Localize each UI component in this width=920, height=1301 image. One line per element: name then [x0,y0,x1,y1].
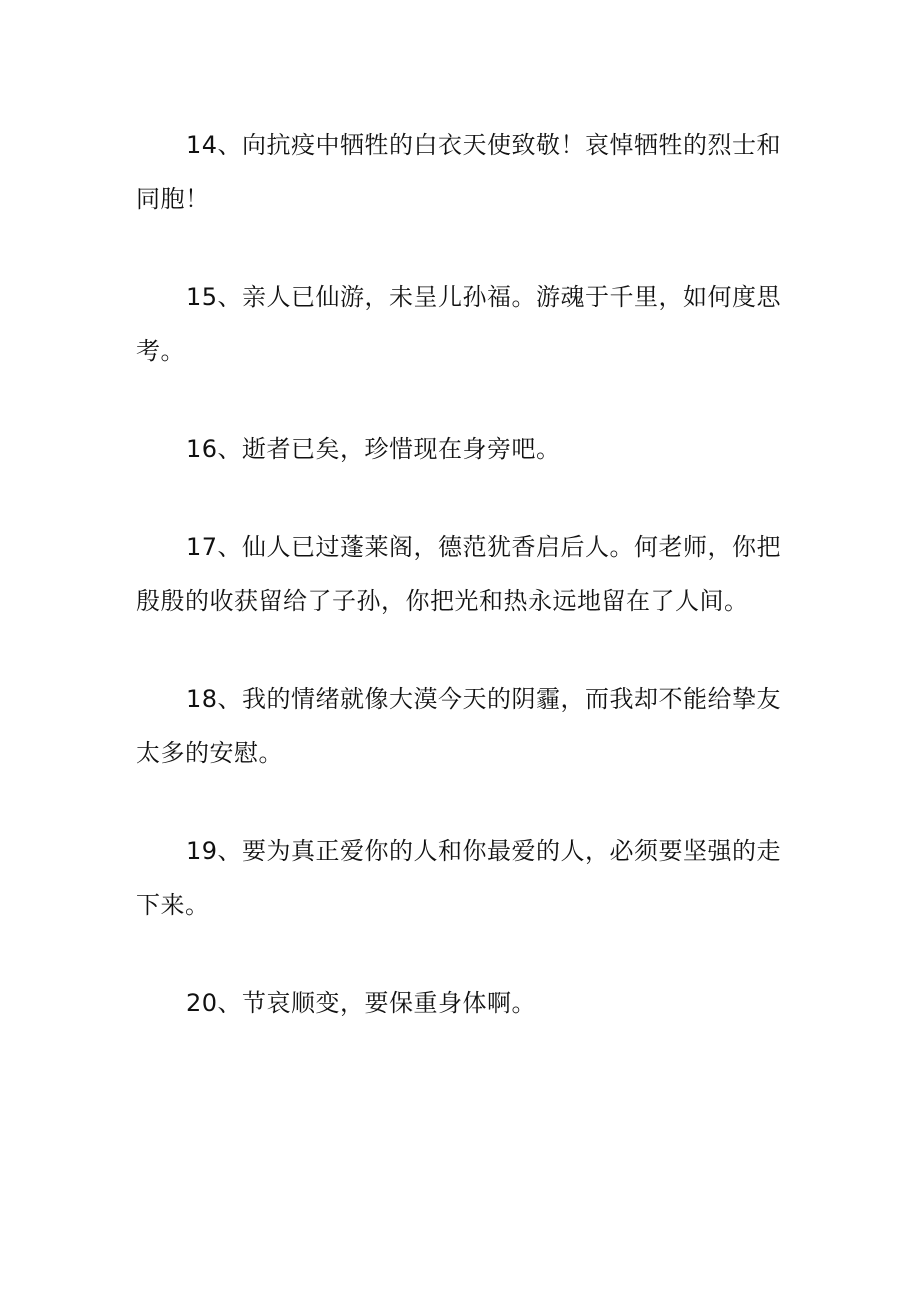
paragraph-18: 18、我的情绪就像大漠今天的阴霾，而我却不能给挚友太多的安慰。 [136,685,782,767]
paragraph-16: 16、逝者已矣，珍惜现在身旁吧。 [186,435,561,463]
paragraph-17: 17、仙人已过蓬莱阁，德范犹香启后人。何老师，你把殷殷的收获留给了子孙，你把光和热永远地留在了人间。 [136,533,782,615]
paragraph-15: 15、亲人已仙游，未呈儿孙福。游魂于千里，如何度思考。 [136,283,782,365]
paragraph-19: 19、要为真正爱你的人和你最爱的人，必须要坚强的走下来。 [136,837,782,919]
paragraph-14: 14、向抗疫中牺牲的白衣天使致敬！哀悼牺牲的烈士和同胞！ [136,131,782,213]
document-body [136,118,790,1074]
paragraph-20: 20、节哀顺变，要保重身体啊。 [186,989,537,1017]
